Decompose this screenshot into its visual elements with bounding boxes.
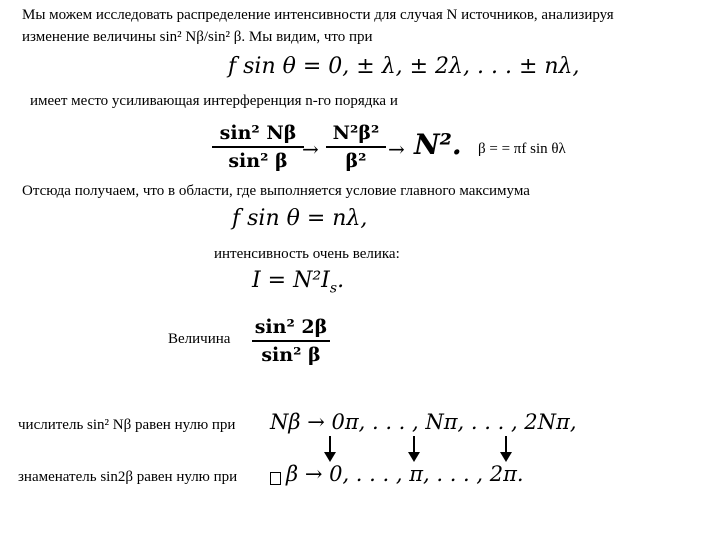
equation-5-bar: [252, 340, 330, 342]
equation-5-fraction: [252, 316, 330, 366]
fraction-left-numerator: sin² Nβ: [219, 122, 297, 144]
paragraph-7: знаменатель sin2β равен нулю при: [18, 469, 238, 485]
fraction-mid: [326, 122, 386, 172]
fraction-left: [212, 122, 304, 172]
paragraph-5: Величина: [168, 331, 231, 347]
equation-4-end: .: [337, 268, 345, 293]
paragraph-4: интенсивность очень велика:: [214, 246, 400, 262]
fraction-left-bar: [212, 146, 304, 148]
intro-line-1: Мы можем исследовать распределение интенсивности для случая N источников, анализируя: [22, 7, 614, 23]
fraction-left-denominator: sin² β: [228, 150, 288, 172]
equation-4: [252, 268, 344, 296]
intro-line-2: изменение величины sin² Nβ/sin² β. Мы видим, что при: [22, 29, 373, 45]
arrow-1: →: [302, 137, 319, 161]
result-n-squared: N².: [414, 128, 462, 161]
paragraph-2: имеет место усиливающая интерференция n-го порядка и: [30, 93, 398, 109]
beta-definition: β = = πf sin θλ: [478, 141, 566, 157]
equation-4-main: I = N²I: [252, 268, 330, 293]
arrow-2: →: [388, 137, 405, 161]
missing-glyph-box: [270, 472, 281, 485]
equation-4-subscript: s: [329, 280, 338, 297]
paragraph-6: числитель sin² Nβ равен нулю при: [18, 417, 236, 433]
paragraph-3: Отсюда получаем, что в области, где выполняется условие главного максимума: [22, 183, 530, 199]
equation-1: f sin θ = 0, ± λ, ± 2λ, . . . ± nλ,: [228, 54, 580, 79]
equation-5-denominator: sin² β: [261, 344, 321, 366]
fraction-mid-denominator: β²: [345, 150, 367, 172]
equation-6: Nβ → 0π, . . . , Nπ, . . . , 2Nπ,: [270, 410, 577, 434]
equation-3: f sin θ = nλ,: [232, 206, 368, 231]
equation-7: β → 0, . . . , π, . . . , 2π.: [286, 462, 524, 486]
fraction-mid-bar: [326, 146, 386, 148]
fraction-mid-numerator: N²β²: [332, 122, 380, 144]
equation-5-numerator: sin² 2β: [254, 316, 328, 338]
